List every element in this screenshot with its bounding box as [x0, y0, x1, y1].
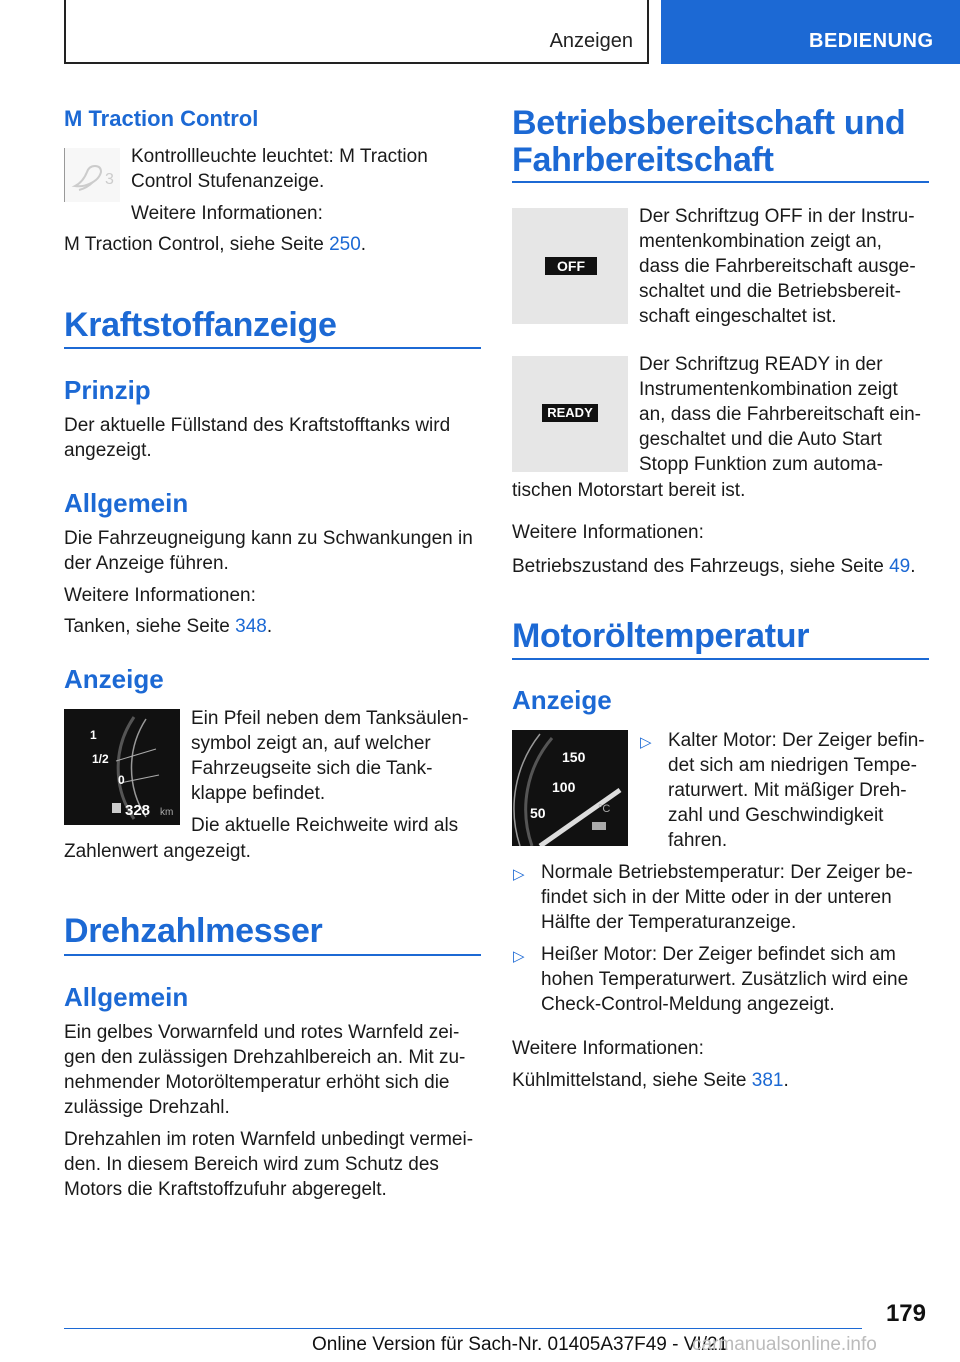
fuel-range-unit: km: [160, 807, 174, 818]
tc-reference-text: M Traction Control, siehe Seite: [64, 234, 330, 255]
fuel-gauge-heading: Kraftstoffanzeige: [64, 306, 337, 344]
display-text-line: Die aktuelle Reichweite wird als: [191, 815, 459, 836]
oil-reference: Kühlmittelstand, siehe Seite 381.: [512, 1070, 789, 1091]
display-heading: Anzeige: [64, 664, 164, 694]
bullet1-text-line: Kalter Motor: Der Zeiger befin-: [668, 730, 925, 751]
header-chapter-tab: [661, 0, 960, 64]
gauge-needle: [540, 790, 620, 846]
bullet1-text-line: fahren.: [668, 830, 728, 851]
bullet-triangle-icon: ▷: [513, 948, 525, 965]
fuel-tick-empty: 0: [118, 773, 125, 787]
ready-text-line: Stopp Funktion zum automa-: [639, 454, 883, 475]
fuel-tick-full: 1: [90, 728, 97, 742]
off-indicator-label: OFF: [545, 257, 597, 275]
readiness-heading-line: Fahrbereitschaft: [512, 141, 774, 179]
general-heading: Allgemein: [64, 488, 189, 518]
tc-more-info: Weitere Informationen:: [131, 203, 323, 224]
tc-heading: M Traction Control: [64, 106, 259, 131]
off-indicator-image: [512, 208, 628, 324]
ready-text-line: geschaltet und die Auto Start: [639, 429, 882, 450]
tach-general-heading: Allgemein: [64, 982, 189, 1012]
tach-text-line: Ein gelbes Vorwarnfeld und rotes Warnfeld zei-: [64, 1022, 460, 1043]
ready-text-line: tischen Motorstart bereit ist.: [512, 480, 746, 501]
bullet1-text-line: zahl und Geschwindigkeit: [668, 805, 884, 826]
general-text-line: der Anzeige führen.: [64, 553, 229, 574]
fuel-pump-icon: [112, 803, 121, 813]
tc-text-line: Kontrollleuchte leuchtet: M Traction: [131, 146, 428, 167]
ready-more-info: Weitere Informationen:: [512, 522, 704, 543]
footer-watermark: carmanualsonline.info: [692, 1334, 877, 1355]
display-text-line: Ein Pfeil neben dem Tanksäulen-: [191, 708, 469, 729]
bullet-triangle-icon: ▷: [513, 866, 525, 883]
ready-text-line: an, dass die Fahrbereitschaft ein-: [639, 404, 921, 425]
tach-text-line: gen den zulässigen Drehzahlbereich an. Mit zu-: [64, 1047, 466, 1068]
fuel-tick-half: 1/2: [92, 752, 109, 766]
section-rule: [64, 954, 481, 956]
bullet1-text-line: det sich am niedrigen Tempe-: [668, 755, 917, 776]
tc-page-link[interactable]: 250: [329, 234, 361, 255]
display-text-line: klappe befindet.: [191, 783, 326, 804]
bullet1-text-line: raturwert. Mit mäßiger Dreh-: [668, 780, 907, 801]
page-number: 179: [885, 1300, 926, 1327]
tach-text-line: zulässige Drehzahl.: [64, 1097, 230, 1118]
tc-text-line: Control Stufenanzeige.: [131, 171, 325, 192]
ready-reference: Betriebszustand des Fahrzeugs, siehe Seite 49.: [512, 556, 916, 577]
general-reference-text: Tanken, siehe Seite: [64, 616, 236, 637]
tachometer-heading: Drehzahlmesser: [64, 912, 323, 950]
off-text-line: Der Schriftzug OFF in der Instru-: [639, 206, 915, 227]
oil-can-icon: [592, 822, 606, 830]
general-reference: Tanken, siehe Seite 348.: [64, 616, 273, 637]
fuel-range-value: 328: [125, 802, 151, 819]
bullet-triangle-icon: ▷: [640, 734, 652, 751]
footer-rule: [64, 1328, 862, 1329]
oil-temperature-gauge-image: [512, 730, 628, 846]
off-text-line: schaltet und die Betriebsbereit-: [639, 281, 901, 302]
traction-control-indicator-icon: [64, 148, 120, 202]
oil-display-heading: Anzeige: [512, 685, 612, 715]
tach-text-line: Drehzahlen im roten Warnfeld unbedingt vermei-: [64, 1129, 474, 1150]
oil-tick-50: 50: [530, 805, 546, 821]
ready-indicator-label: READY: [542, 404, 598, 422]
fuel-gauge-image: [64, 709, 180, 825]
bullet3-text-line: hohen Temperaturwert. Zusätzlich wird eine: [541, 969, 909, 990]
refuel-page-link[interactable]: 348: [235, 616, 267, 637]
section-rule: [512, 658, 929, 660]
principle-heading: Prinzip: [64, 375, 151, 405]
oil-reference-text: Kühlmittelstand, siehe Seite: [512, 1070, 752, 1091]
off-text-line: mentenkombination zeigt an,: [639, 231, 882, 252]
section-rule: [512, 181, 929, 183]
header-section-title: Anzeigen: [549, 30, 633, 52]
tach-text-line: den. In diesem Bereich wird zum Schutz des: [64, 1154, 439, 1175]
bullet2-text-line: findet sich in der Mitte oder in der unteren: [541, 887, 892, 908]
bullet2-text-line: Hälfte der Temperaturanzeige.: [541, 912, 797, 933]
ready-indicator-image: [512, 356, 628, 472]
tach-text-line: nehmender Motoröltemperatur erhöht sich die: [64, 1072, 450, 1093]
bullet3-text-line: Heißer Motor: Der Zeiger befindet sich am: [541, 944, 896, 965]
oil-unit: °C: [598, 803, 611, 815]
principle-text-line: angezeigt.: [64, 440, 152, 461]
display-text-line: Zahlenwert angezeigt.: [64, 841, 251, 862]
display-text-line: symbol zeigt an, auf welcher: [191, 733, 431, 754]
oil-temperature-heading: Motoröltemperatur: [512, 617, 810, 655]
tc-reference: M Traction Control, siehe Seite 250.: [64, 234, 367, 255]
header-chapter-label: BEDIENUNG: [809, 30, 934, 52]
header-section-box: [64, 0, 649, 64]
coolant-page-link[interactable]: 381: [751, 1070, 784, 1091]
section-rule: [64, 347, 481, 349]
oil-tick-150: 150: [562, 749, 586, 765]
oil-tick-100: 100: [552, 779, 576, 795]
ready-reference-text: Betriebszustand des Fahrzeugs, siehe Seite: [512, 556, 890, 577]
principle-text-line: Der aktuelle Füllstand des Kraftstofftanks wird: [64, 415, 451, 436]
display-text-line: Fahrzeugseite sich die Tank-: [191, 758, 433, 779]
bullet3-text-line: Check-Control-Meldung angezeigt.: [541, 994, 835, 1015]
tach-text-line: Motors die Kraftstoffzufuhr abgeregelt.: [64, 1179, 387, 1200]
oil-more-info: Weitere Informationen:: [512, 1038, 704, 1059]
footer-online-version: Online Version für Sach-Nr. 01405A37F49 - VI/21: [312, 1334, 729, 1355]
svg-text:3: 3: [105, 171, 114, 188]
ready-text-line: Der Schriftzug READY in der: [639, 354, 883, 375]
readiness-heading-line: Betriebsbereitschaft und: [512, 104, 906, 142]
off-text-line: dass die Fahrbereitschaft ausge-: [639, 256, 916, 277]
off-text-line: schaft eingeschaltet ist.: [639, 306, 837, 327]
bullet2-text-line: Normale Betriebstemperatur: Der Zeiger be-: [541, 862, 913, 883]
general-text-line: Die Fahrzeugneigung kann zu Schwankungen in: [64, 528, 473, 549]
ready-text-line: Instrumentenkombination zeigt: [639, 379, 898, 400]
general-more-info: Weitere Informationen:: [64, 585, 256, 606]
operating-state-page-link[interactable]: 49: [889, 556, 911, 577]
